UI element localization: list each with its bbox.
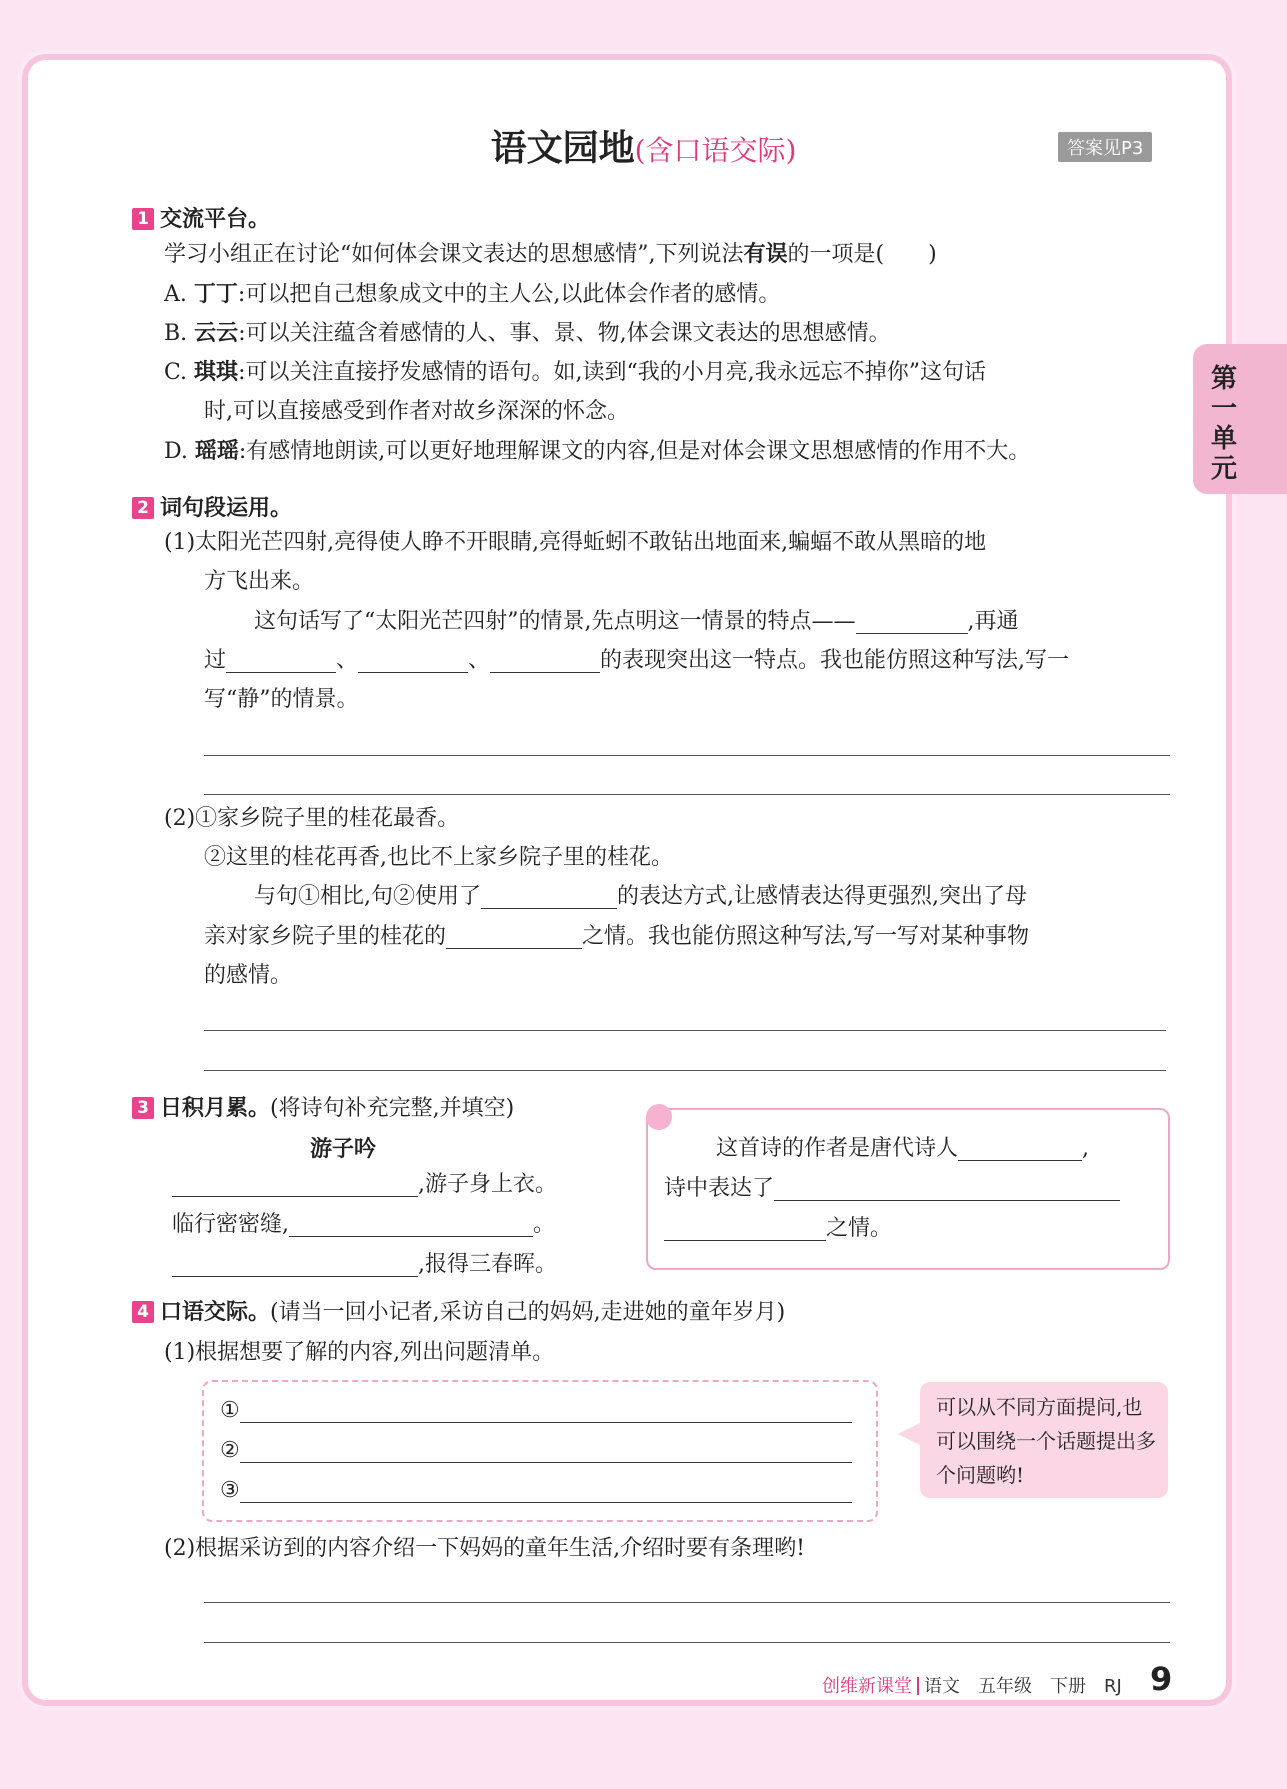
writing-line[interactable] — [204, 755, 1170, 756]
poem-question-line1: 这首诗的作者是唐代诗人 , — [716, 1136, 1090, 1161]
writing-line[interactable] — [204, 1602, 1170, 1603]
writing-line[interactable] — [204, 1642, 1170, 1643]
q2-p1-line2: 方飞出来。 — [204, 569, 315, 594]
question-item-1: ① — [220, 1392, 852, 1430]
q1-option-a: A. 丁丁:可以把自己想象成文中的主人公,以此体会作者的感情。 — [164, 282, 781, 307]
q1-option-c-cont: 时,可以直接感受到作者对故乡深深的怀念。 — [204, 399, 629, 424]
q2-p2-question-line2: 亲对家乡院子里的桂花的 之情。我也能仿照这种写法,写一写对某种事物 — [204, 924, 1030, 949]
q1-stem: 学习小组正在讨论“如何体会课文表达的思想感情”,下列说法有误的一项是( ) — [164, 242, 937, 267]
poem-question-line2: 诗中表达了 — [664, 1170, 1120, 1208]
answer-blank[interactable] — [240, 1476, 852, 1503]
q2-p2-question: 与句①相比,句②使用了 的表达方式,让感情表达得更强烈,突出了母 — [254, 884, 1027, 909]
tip-bubble: 可以从不同方面提问,也可以围绕一个话题提出多个问题哟! — [920, 1382, 1168, 1498]
page-title: 语文园地(含口语交际) — [490, 128, 797, 169]
unit-side-tab: 第一单元 — [1193, 344, 1287, 494]
answer-blank[interactable] — [289, 1210, 533, 1237]
q2-p1-line1: (1)太阳光芒四射,亮得使人睁不开眼睛,亮得蚯蚓不敢钻出地面来,蝙蝠不敢从黑暗的地 — [164, 530, 987, 555]
answer-blank[interactable] — [358, 646, 468, 673]
poem-line-3: ,报得三春晖。 — [172, 1246, 557, 1284]
q1-option-b: B. 云云:可以关注蕴含着感情的人、事、景、物,体会课文表达的思想感情。 — [164, 321, 891, 346]
q1-heading: 1 交流平台。 — [132, 202, 270, 233]
answer-blank[interactable] — [172, 1250, 418, 1277]
writing-line[interactable] — [204, 1030, 1166, 1031]
answer-blank[interactable] — [664, 1214, 826, 1241]
answer-blank[interactable] — [446, 922, 582, 949]
writing-line[interactable] — [204, 794, 1170, 795]
q1-option-d: D. 瑶瑶:有感情地朗读,可以更好地理解课文的内容,但是对体会课文思想感情的作用不大。 — [164, 439, 1031, 464]
answer-blank[interactable] — [856, 607, 968, 634]
answer-blank[interactable] — [774, 1174, 1120, 1201]
q2-p2-line1: (2)①家乡院子里的桂花最香。 — [164, 806, 460, 831]
answer-blank[interactable] — [490, 646, 600, 673]
answer-blank[interactable] — [240, 1436, 852, 1463]
poem-line-1: ,游子身上衣。 — [172, 1166, 557, 1204]
q2-p2-line2: ②这里的桂花再香,也比不上家乡院子里的桂花。 — [204, 845, 673, 870]
page-number: 9 — [1150, 1660, 1173, 1698]
q4-p1: (1)根据想要了解的内容,列出问题清单。 — [164, 1340, 555, 1365]
poem-line-2: 临行密密缝, 。 — [172, 1212, 556, 1237]
question-item-3: ③ — [220, 1472, 852, 1510]
poem-title: 游子吟 — [310, 1137, 377, 1162]
q2-p1-question-line2: 过 、 、 的表现突出这一特点。我也能仿照这种写法,写一 — [204, 648, 1070, 673]
q4-p2: (2)根据采访到的内容介绍一下妈妈的童年生活,介绍时要有条理哟! — [164, 1536, 805, 1561]
question-item-2: ② — [220, 1432, 852, 1470]
footer-info: 创维新课堂 语文 五年级 下册 RJ — [822, 1676, 1122, 1697]
q2-heading: 2 词句段运用。 — [132, 491, 292, 522]
q2-p2-question-line3: 的感情。 — [204, 963, 293, 988]
answer-blank[interactable] — [481, 882, 617, 909]
answer-blank[interactable] — [226, 646, 336, 673]
decorative-flower-icon — [646, 1104, 672, 1130]
answer-blank[interactable] — [172, 1170, 418, 1197]
q1-option-c: C. 琪琪:可以关注直接抒发感情的语句。如,读到“我的小月亮,我永远忘不掉你”这句话 — [164, 360, 986, 385]
poem-question-line3: 之情。 — [664, 1210, 892, 1248]
q3-heading: 3 日积月累。(将诗句补充完整,并填空) — [132, 1090, 514, 1128]
answer-ref-badge: 答案见P3 — [1058, 132, 1152, 162]
answer-blank[interactable] — [240, 1396, 852, 1423]
answer-blank[interactable] — [958, 1134, 1082, 1161]
q2-p1-question: 这句话写了“太阳光芒四射”的情景,先点明这一情景的特点—— ,再通 — [254, 609, 1019, 634]
q2-p1-question-line3: 写“静”的情景。 — [204, 687, 359, 712]
writing-line[interactable] — [204, 1070, 1166, 1071]
q4-heading: 4 口语交际。(请当一回小记者,采访自己的妈妈,走进她的童年岁月) — [132, 1294, 785, 1332]
